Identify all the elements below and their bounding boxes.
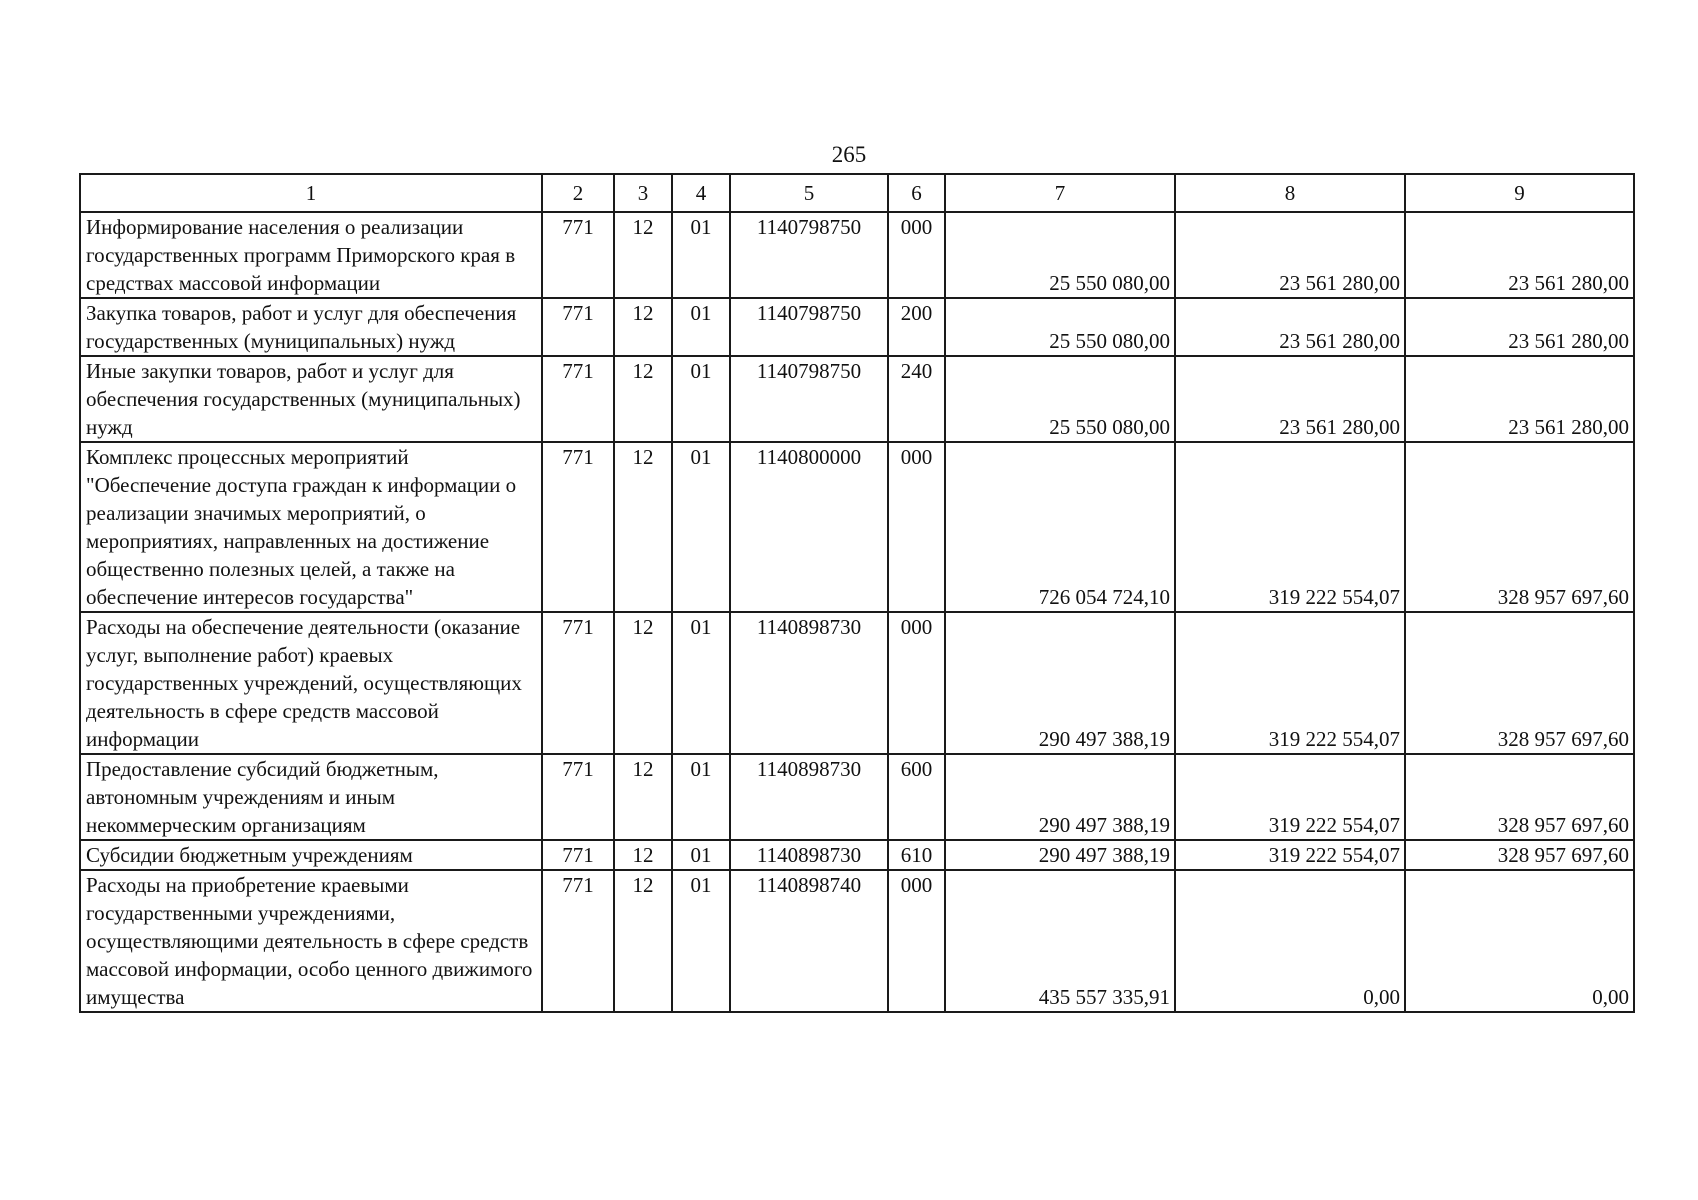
column-header: 5 [730, 174, 888, 212]
amount-col-7: 290 497 388,19 [945, 754, 1175, 840]
section-code: 12 [614, 754, 672, 840]
subsection-code: 01 [672, 298, 730, 356]
column-header: 4 [672, 174, 730, 212]
column-header: 3 [614, 174, 672, 212]
amount-col-7: 726 054 724,10 [945, 442, 1175, 612]
subsection-code: 01 [672, 212, 730, 298]
section-code: 12 [614, 870, 672, 1012]
amount-col-8: 23 561 280,00 [1175, 356, 1405, 442]
ministry-code: 771 [542, 442, 614, 612]
column-header: 8 [1175, 174, 1405, 212]
page-number: 265 [831, 142, 867, 167]
amount-col-8: 23 561 280,00 [1175, 298, 1405, 356]
amount-col-7: 435 557 335,91 [945, 870, 1175, 1012]
ministry-code: 771 [542, 870, 614, 1012]
column-header: 7 [945, 174, 1175, 212]
row-name: Расходы на обеспечение деятельности (оказание услуг, выполнение работ) краевых государственных учреждений, осуществляющих деятельность в сфере средств массовой информации [80, 612, 542, 754]
table-row [80, 754, 1634, 840]
ministry-code: 771 [542, 356, 614, 442]
column-header: 2 [542, 174, 614, 212]
amount-col-7: 290 497 388,19 [945, 840, 1175, 870]
amount-col-8: 319 222 554,07 [1175, 840, 1405, 870]
ministry-code: 771 [542, 840, 614, 870]
target-article-code: 1140898730 [730, 612, 888, 754]
table-row [80, 356, 1634, 442]
subsection-code: 01 [672, 356, 730, 442]
expense-type-code: 610 [888, 840, 945, 870]
amount-col-9: 23 561 280,00 [1405, 356, 1634, 442]
amount-col-9: 328 957 697,60 [1405, 612, 1634, 754]
row-name: Предоставление субсидий бюджетным, автономным учреждениям и иным некоммерческим организациям [80, 754, 542, 840]
target-article-code: 1140898740 [730, 870, 888, 1012]
ministry-code: 771 [542, 754, 614, 840]
section-code: 12 [614, 612, 672, 754]
amount-col-7: 25 550 080,00 [945, 212, 1175, 298]
table-row [80, 212, 1634, 298]
subsection-code: 01 [672, 442, 730, 612]
amount-col-8: 319 222 554,07 [1175, 442, 1405, 612]
section-code: 12 [614, 442, 672, 612]
expense-type-code: 000 [888, 212, 945, 298]
amount-col-7: 25 550 080,00 [945, 356, 1175, 442]
table-row [80, 840, 1634, 870]
expense-type-code: 600 [888, 754, 945, 840]
target-article-code: 1140898730 [730, 754, 888, 840]
table-row [80, 870, 1634, 1012]
ministry-code: 771 [542, 298, 614, 356]
amount-col-9: 0,00 [1405, 870, 1634, 1012]
row-name: Субсидии бюджетным учреждениям [80, 840, 542, 870]
table-header-row [80, 174, 1634, 212]
row-name: Расходы на приобретение краевыми государственными учреждениями, осуществляющими деятельность в сфере средств массовой информации, особо ценного движимого имущества [80, 870, 542, 1012]
row-name: Комплекс процессных мероприятий "Обеспечение доступа граждан к информации о реализации значимых мероприятий, о мероприятиях, направленных на достижение общественно полезных целей, а также на обеспечение интересов государства" [80, 442, 542, 612]
table-row [80, 442, 1634, 612]
amount-col-9: 23 561 280,00 [1405, 298, 1634, 356]
amount-col-8: 319 222 554,07 [1175, 754, 1405, 840]
amount-col-9: 328 957 697,60 [1405, 840, 1634, 870]
subsection-code: 01 [672, 754, 730, 840]
expense-type-code: 000 [888, 612, 945, 754]
row-name: Закупка товаров, работ и услуг для обеспечения государственных (муниципальных) нужд [80, 298, 542, 356]
expense-type-code: 000 [888, 870, 945, 1012]
ministry-code: 771 [542, 612, 614, 754]
section-code: 12 [614, 840, 672, 870]
expense-type-code: 200 [888, 298, 945, 356]
budget-table [79, 173, 1635, 1013]
table-row [80, 298, 1634, 356]
expense-type-code: 000 [888, 442, 945, 612]
target-article-code: 1140898730 [730, 840, 888, 870]
amount-col-8: 0,00 [1175, 870, 1405, 1012]
expense-type-code: 240 [888, 356, 945, 442]
subsection-code: 01 [672, 870, 730, 1012]
target-article-code: 1140798750 [730, 212, 888, 298]
row-name: Информирование населения о реализации государственных программ Приморского края в средствах массовой информации [80, 212, 542, 298]
target-article-code: 1140800000 [730, 442, 888, 612]
subsection-code: 01 [672, 612, 730, 754]
target-article-code: 1140798750 [730, 356, 888, 442]
section-code: 12 [614, 356, 672, 442]
table-row [80, 612, 1634, 754]
amount-col-9: 328 957 697,60 [1405, 442, 1634, 612]
target-article-code: 1140798750 [730, 298, 888, 356]
column-header: 6 [888, 174, 945, 212]
ministry-code: 771 [542, 212, 614, 298]
row-name: Иные закупки товаров, работ и услуг для обеспечения государственных (муниципальных) нужд [80, 356, 542, 442]
amount-col-7: 290 497 388,19 [945, 612, 1175, 754]
section-code: 12 [614, 212, 672, 298]
amount-col-7: 25 550 080,00 [945, 298, 1175, 356]
amount-col-8: 319 222 554,07 [1175, 612, 1405, 754]
amount-col-8: 23 561 280,00 [1175, 212, 1405, 298]
amount-col-9: 23 561 280,00 [1405, 212, 1634, 298]
subsection-code: 01 [672, 840, 730, 870]
amount-col-9: 328 957 697,60 [1405, 754, 1634, 840]
column-header: 9 [1405, 174, 1634, 212]
column-header: 1 [80, 174, 542, 212]
section-code: 12 [614, 298, 672, 356]
